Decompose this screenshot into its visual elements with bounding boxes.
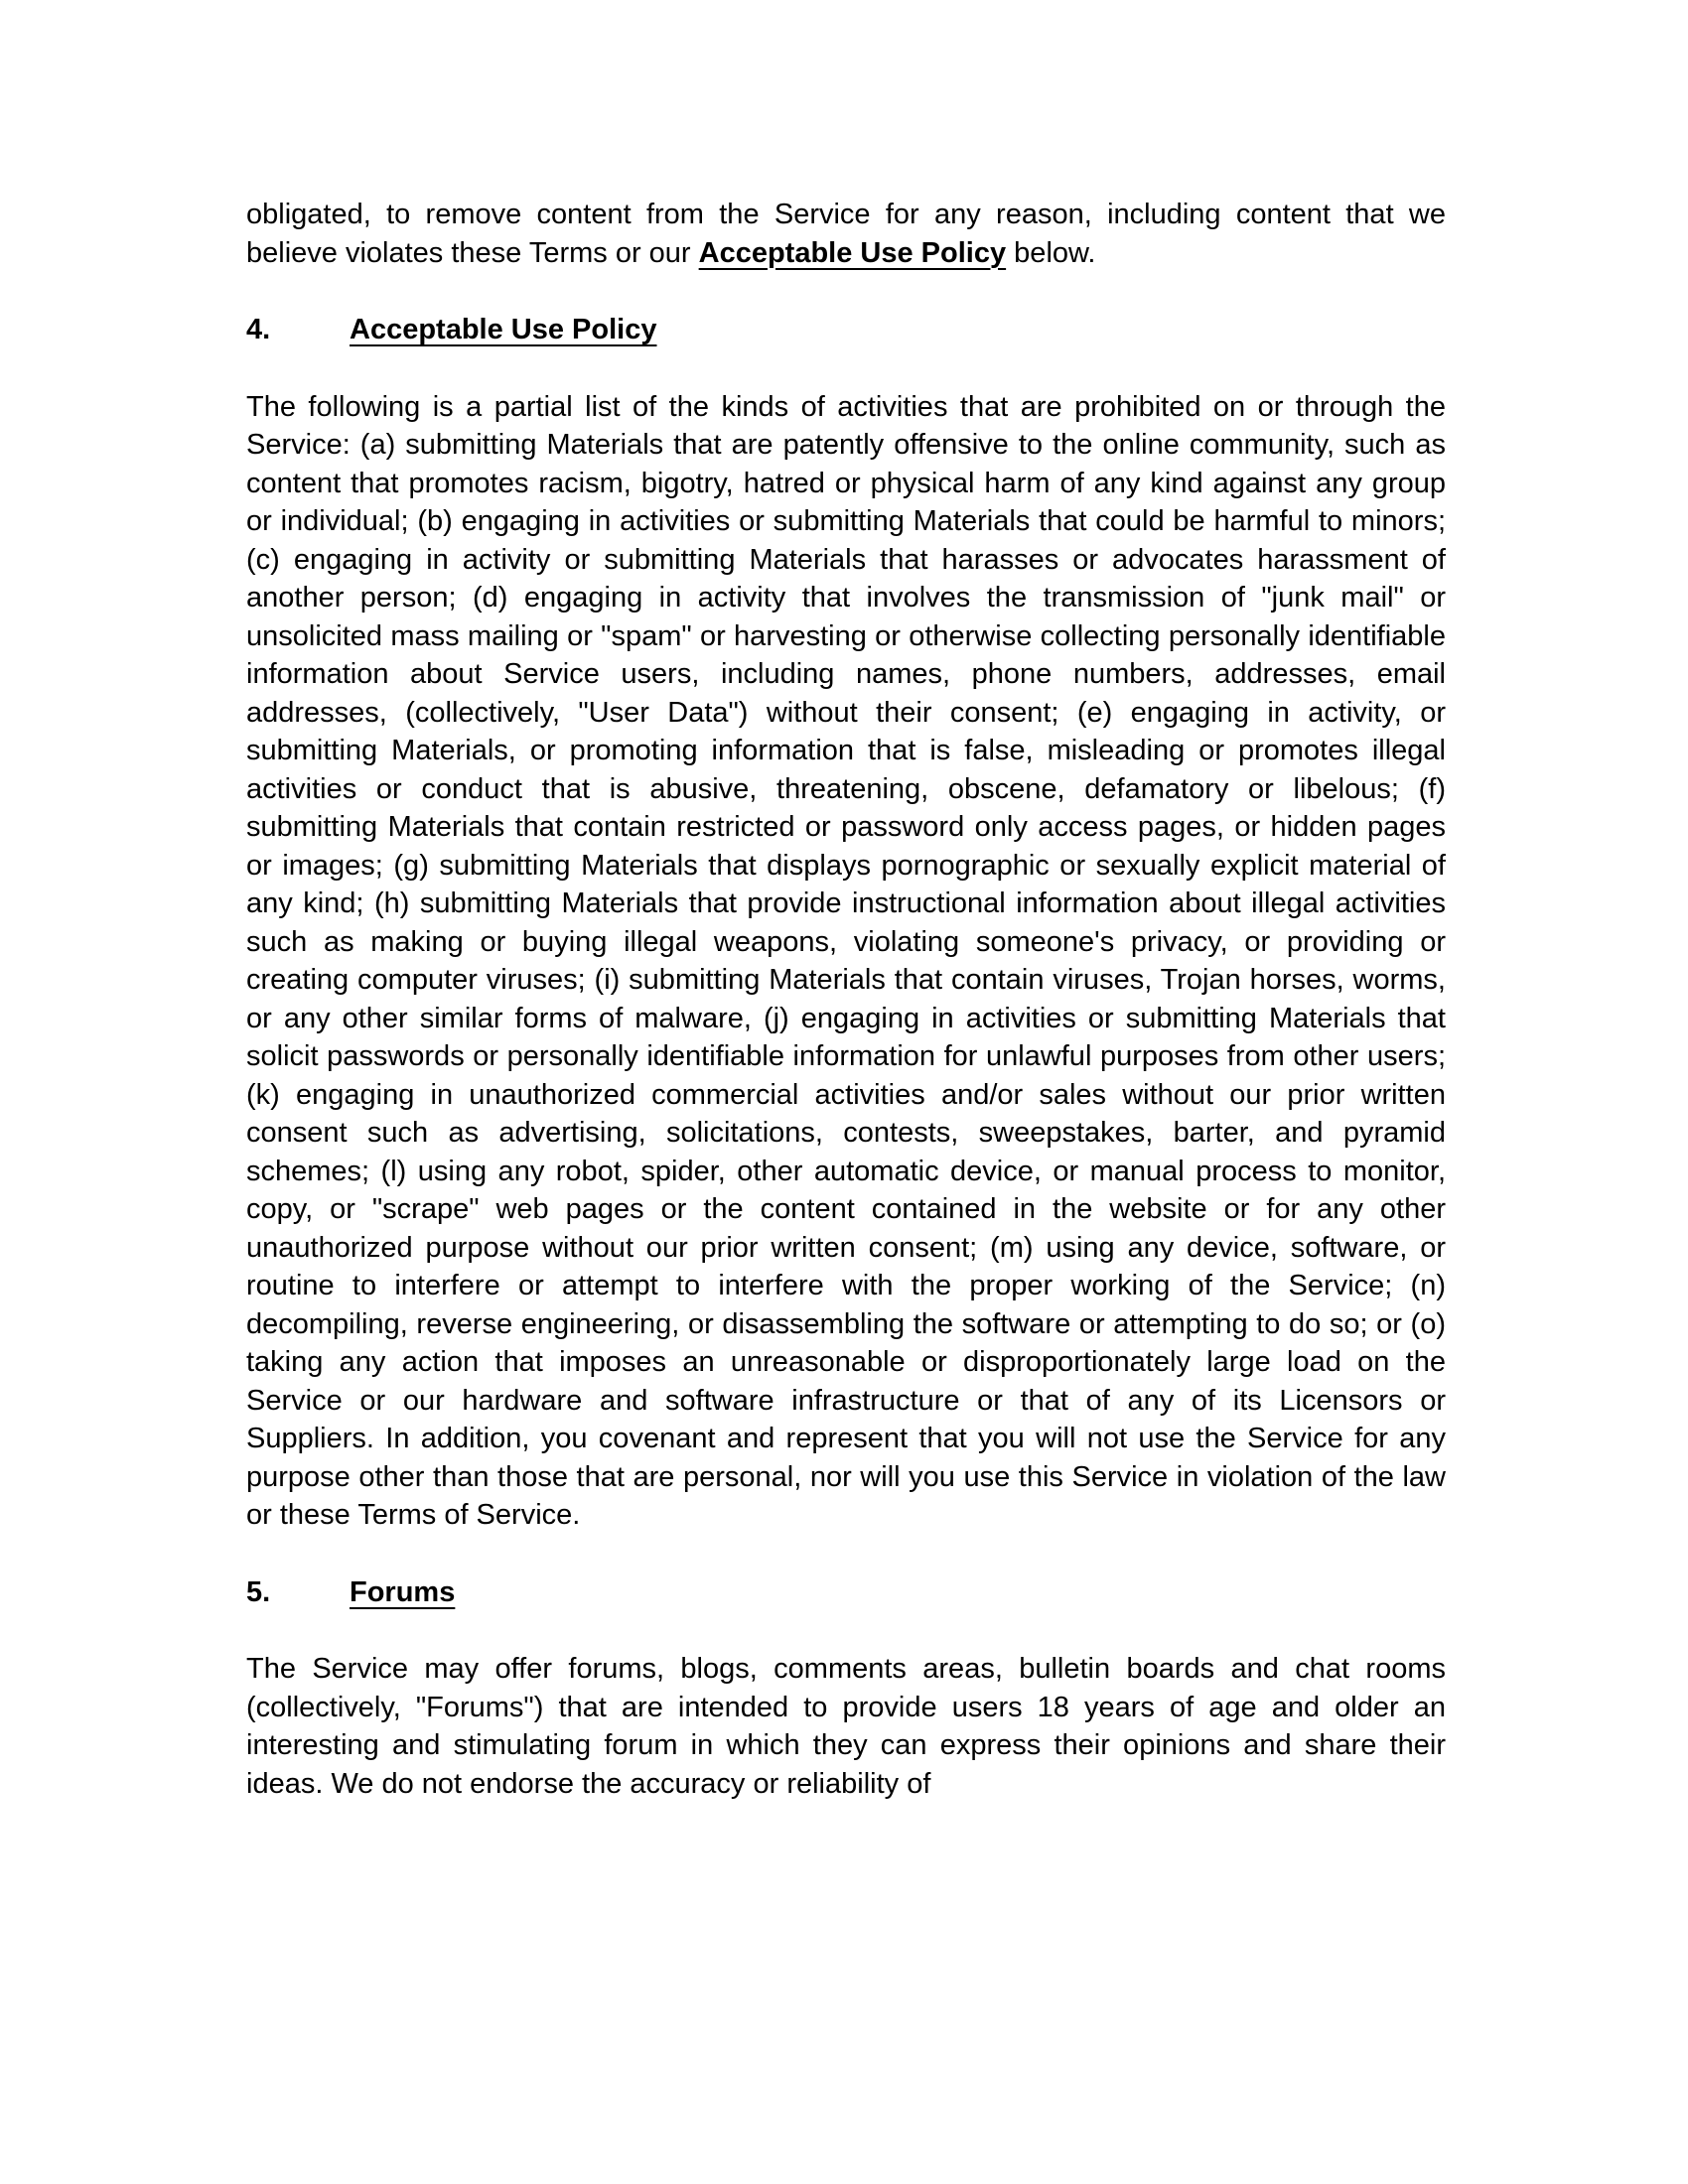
intro-paragraph-text-before: obligated, to remove content from the Service for any reason, including content that we believe violates these Terms or our: [246, 199, 1446, 269]
intro-paragraph-text-after: below.: [1006, 236, 1096, 269]
intro-paragraph: [246, 196, 1446, 272]
section-number: 5.: [246, 1575, 271, 1608]
section-heading-forums: [246, 1573, 1446, 1612]
section-body-forums: The Service may offer forums, blogs, comments areas, bulletin boards and chat rooms (collectively, "Forums") that are intended to provide users 18 years of age and older an interesting and stimulating forum in which they can express their opinions and share their ideas. We do not endorse the accuracy or reliability of: [246, 1653, 1446, 1800]
section-number: 4.: [246, 314, 271, 345]
page-content: [246, 196, 1446, 1842]
section-title: Acceptable Use Policy: [350, 314, 657, 345]
section-heading-acceptable-use-policy: [246, 311, 1446, 349]
acceptable-use-policy-reference: Acceptable Use Policy: [698, 236, 1007, 269]
section-body-acceptable-use-policy: The following is a partial list of the kinds of activities that are prohibited on or through the Service: (a) submitting Materials that are patently offensive to the online community, such as content that promotes racism, bigotry, hatred or physical harm of any kind against any group or individual; (b) engaging in activities or submitting Materials that could be harmful to minors; (c) engaging in activity or submitting Materials that harasses or advocates harassment of another person; (d) engaging in activity that involves the transmission of "junk mail" or unsolicited mass mailing or "spam" or harvesting or otherwise collecting personally identifiable information about Service users, including names, phone numbers, addresses, email addresses, (collectively, "User Data") without their consent; (e) engaging in activity, or submitting Materials, or promoting information that is false, misleading or promotes illegal activities or conduct that is abusive, threatening, obscene, defamatory or libelous; (f) submitting Materials that contain restricted or password only access pages, or hidden pages or images; (g) submitting Materials that displays pornographic or sexually explicit material of any kind; (h) submitting Materials that provide instructional information about illegal activities such as making or buying illegal weapons, violating someone's privacy, or providing or creating computer viruses; (i) submitting Materials that contain viruses, Trojan horses, worms, or any other similar forms of malware, (j) engaging in activities or submitting Materials that solicit passwords or personally identifiable information for unlawful purposes from other users; (k) engaging in unauthorized commercial activities and/or sales without our prior written consent such as advertising, solicitations, contests, sweepstakes, barter, and pyramid schemes; (l) using any robot, spider, other automatic device, or manual process to monitor, copy, or "scrape" web pages or the content contained in the website or for any other unauthorized purpose without our prior written consent; (m) using any device, software, or routine to interfere or attempt to interfere with the proper working of the Service; (n) decompiling, reverse engineering, or disassembling the software or attempting to do so; or (o) taking any action that imposes an unreasonable or disproportionately large load on the Service or our hardware and software infrastructure or that of any of its Licensors or Suppliers. In addition, you covenant and represent that you will not use the Service for any purpose other than those that are personal, nor will you use this Service in violation of the law or these Terms of Service.: [246, 390, 1446, 1531]
section-title: Forums: [350, 1575, 456, 1608]
